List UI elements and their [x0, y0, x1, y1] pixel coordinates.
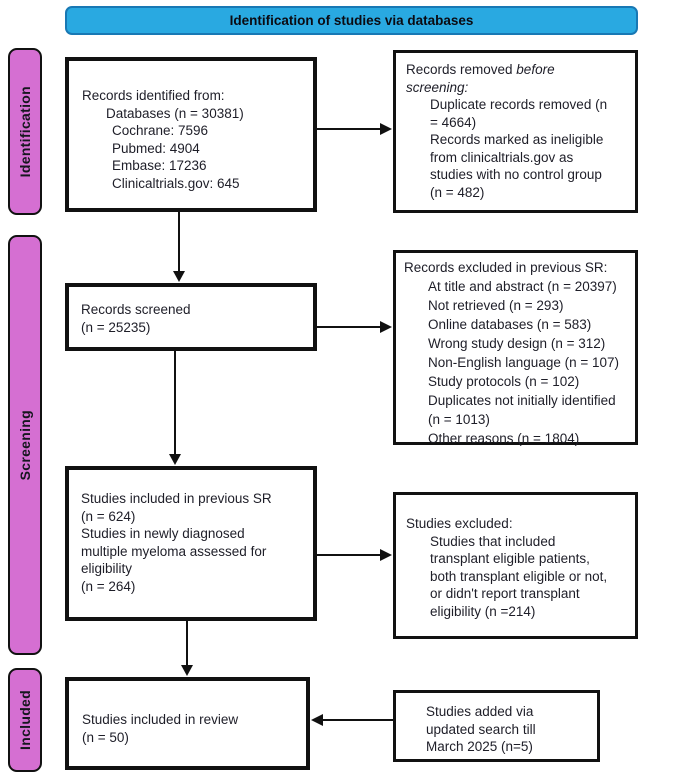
- box-text-line: Studies in newly diagnosed: [81, 526, 245, 541]
- box-text-line: Duplicate records removed (n: [430, 97, 608, 112]
- box-text-line: Records excluded in previous SR:: [404, 260, 608, 275]
- box-studies-added: [393, 690, 600, 762]
- box-records-screened: [65, 283, 317, 351]
- box-text-line: Pubmed: 4904: [112, 140, 200, 156]
- stage-bar-included: [8, 668, 42, 772]
- box-text-line: March 2025 (n=5): [426, 739, 533, 754]
- box-text-line: (n = 50): [82, 729, 129, 745]
- stage-bar-identification: [8, 48, 42, 215]
- box-text-line: updated search till: [426, 721, 536, 737]
- box-text-line: Online databases (n = 583): [428, 317, 592, 332]
- box-text-line: Non-English language (n = 107): [428, 355, 620, 370]
- stage-label-identification: Identification: [17, 85, 33, 178]
- box-text-line: Not retrieved (n = 293): [428, 298, 564, 313]
- box-text-line: Studies that included: [430, 533, 556, 549]
- box-text-line: (n = 624): [81, 508, 136, 524]
- box-records-removed: [393, 50, 638, 213]
- box-text-line: both transplant eligible or not,: [430, 568, 608, 584]
- header-banner: [65, 6, 638, 35]
- box-text-line: Wrong study design (n = 312): [428, 336, 606, 351]
- box-records-excluded: [393, 250, 638, 445]
- box-text-line: Other reasons (n = 1804): [428, 431, 580, 446]
- box-text-line: transplant eligible patients,: [430, 551, 590, 566]
- box-text-line: Clinicaltrials.gov: 645: [112, 175, 240, 191]
- box-studies-assessed: [65, 466, 317, 621]
- box-text-line: (n = 482): [430, 184, 485, 200]
- box-text-line: eligibility (n =214): [430, 603, 536, 619]
- box-text-line: screening:: [406, 79, 469, 95]
- box-text-line: Study protocols (n = 102): [428, 374, 580, 389]
- box-text-line: (n = 1013): [428, 412, 490, 427]
- box-text-line: studies with no control group: [430, 167, 602, 182]
- box-text-line: Embase: 17236: [112, 158, 207, 173]
- box-text-line: Studies excluded:: [406, 516, 513, 531]
- box-text-line: Records removed before: [406, 62, 555, 77]
- box-text-line: Studies included in review: [82, 712, 239, 727]
- box-records-identified: [65, 57, 317, 212]
- box-text-line: = 4664): [430, 114, 477, 130]
- stage-label-included: Included: [17, 690, 33, 750]
- box-text-line: eligibility: [81, 561, 133, 576]
- header-title: Identification of studies via databases: [229, 13, 474, 28]
- box-text-line: (n = 25235): [81, 319, 151, 335]
- box-text-line: from clinicaltrials.gov as: [430, 149, 574, 165]
- stage-bar-screening: [8, 235, 42, 655]
- box-text-line: Records screened: [81, 302, 191, 317]
- box-text-line: or didn't report transplant: [430, 586, 580, 601]
- box-text-line: Cochrane: 7596: [112, 123, 209, 138]
- box-text-line: Records marked as ineligible: [430, 132, 604, 147]
- box-text-line: At title and abstract (n = 20397): [428, 279, 617, 294]
- stage-label-screening: Screening: [17, 409, 33, 481]
- box-studies-excluded: [393, 492, 638, 639]
- box-text-line: Duplicates not initially identified: [428, 393, 616, 408]
- box-text-line: Studies added via: [426, 704, 534, 719]
- box-text-line: (n = 264): [81, 578, 136, 594]
- box-text-line: multiple myeloma assessed for: [81, 543, 267, 559]
- box-text-line: Studies included in previous SR: [81, 491, 272, 506]
- box-text-line: Databases (n = 30381): [106, 105, 244, 121]
- box-text-line: Records identified from:: [82, 88, 225, 103]
- box-studies-included: [65, 677, 310, 770]
